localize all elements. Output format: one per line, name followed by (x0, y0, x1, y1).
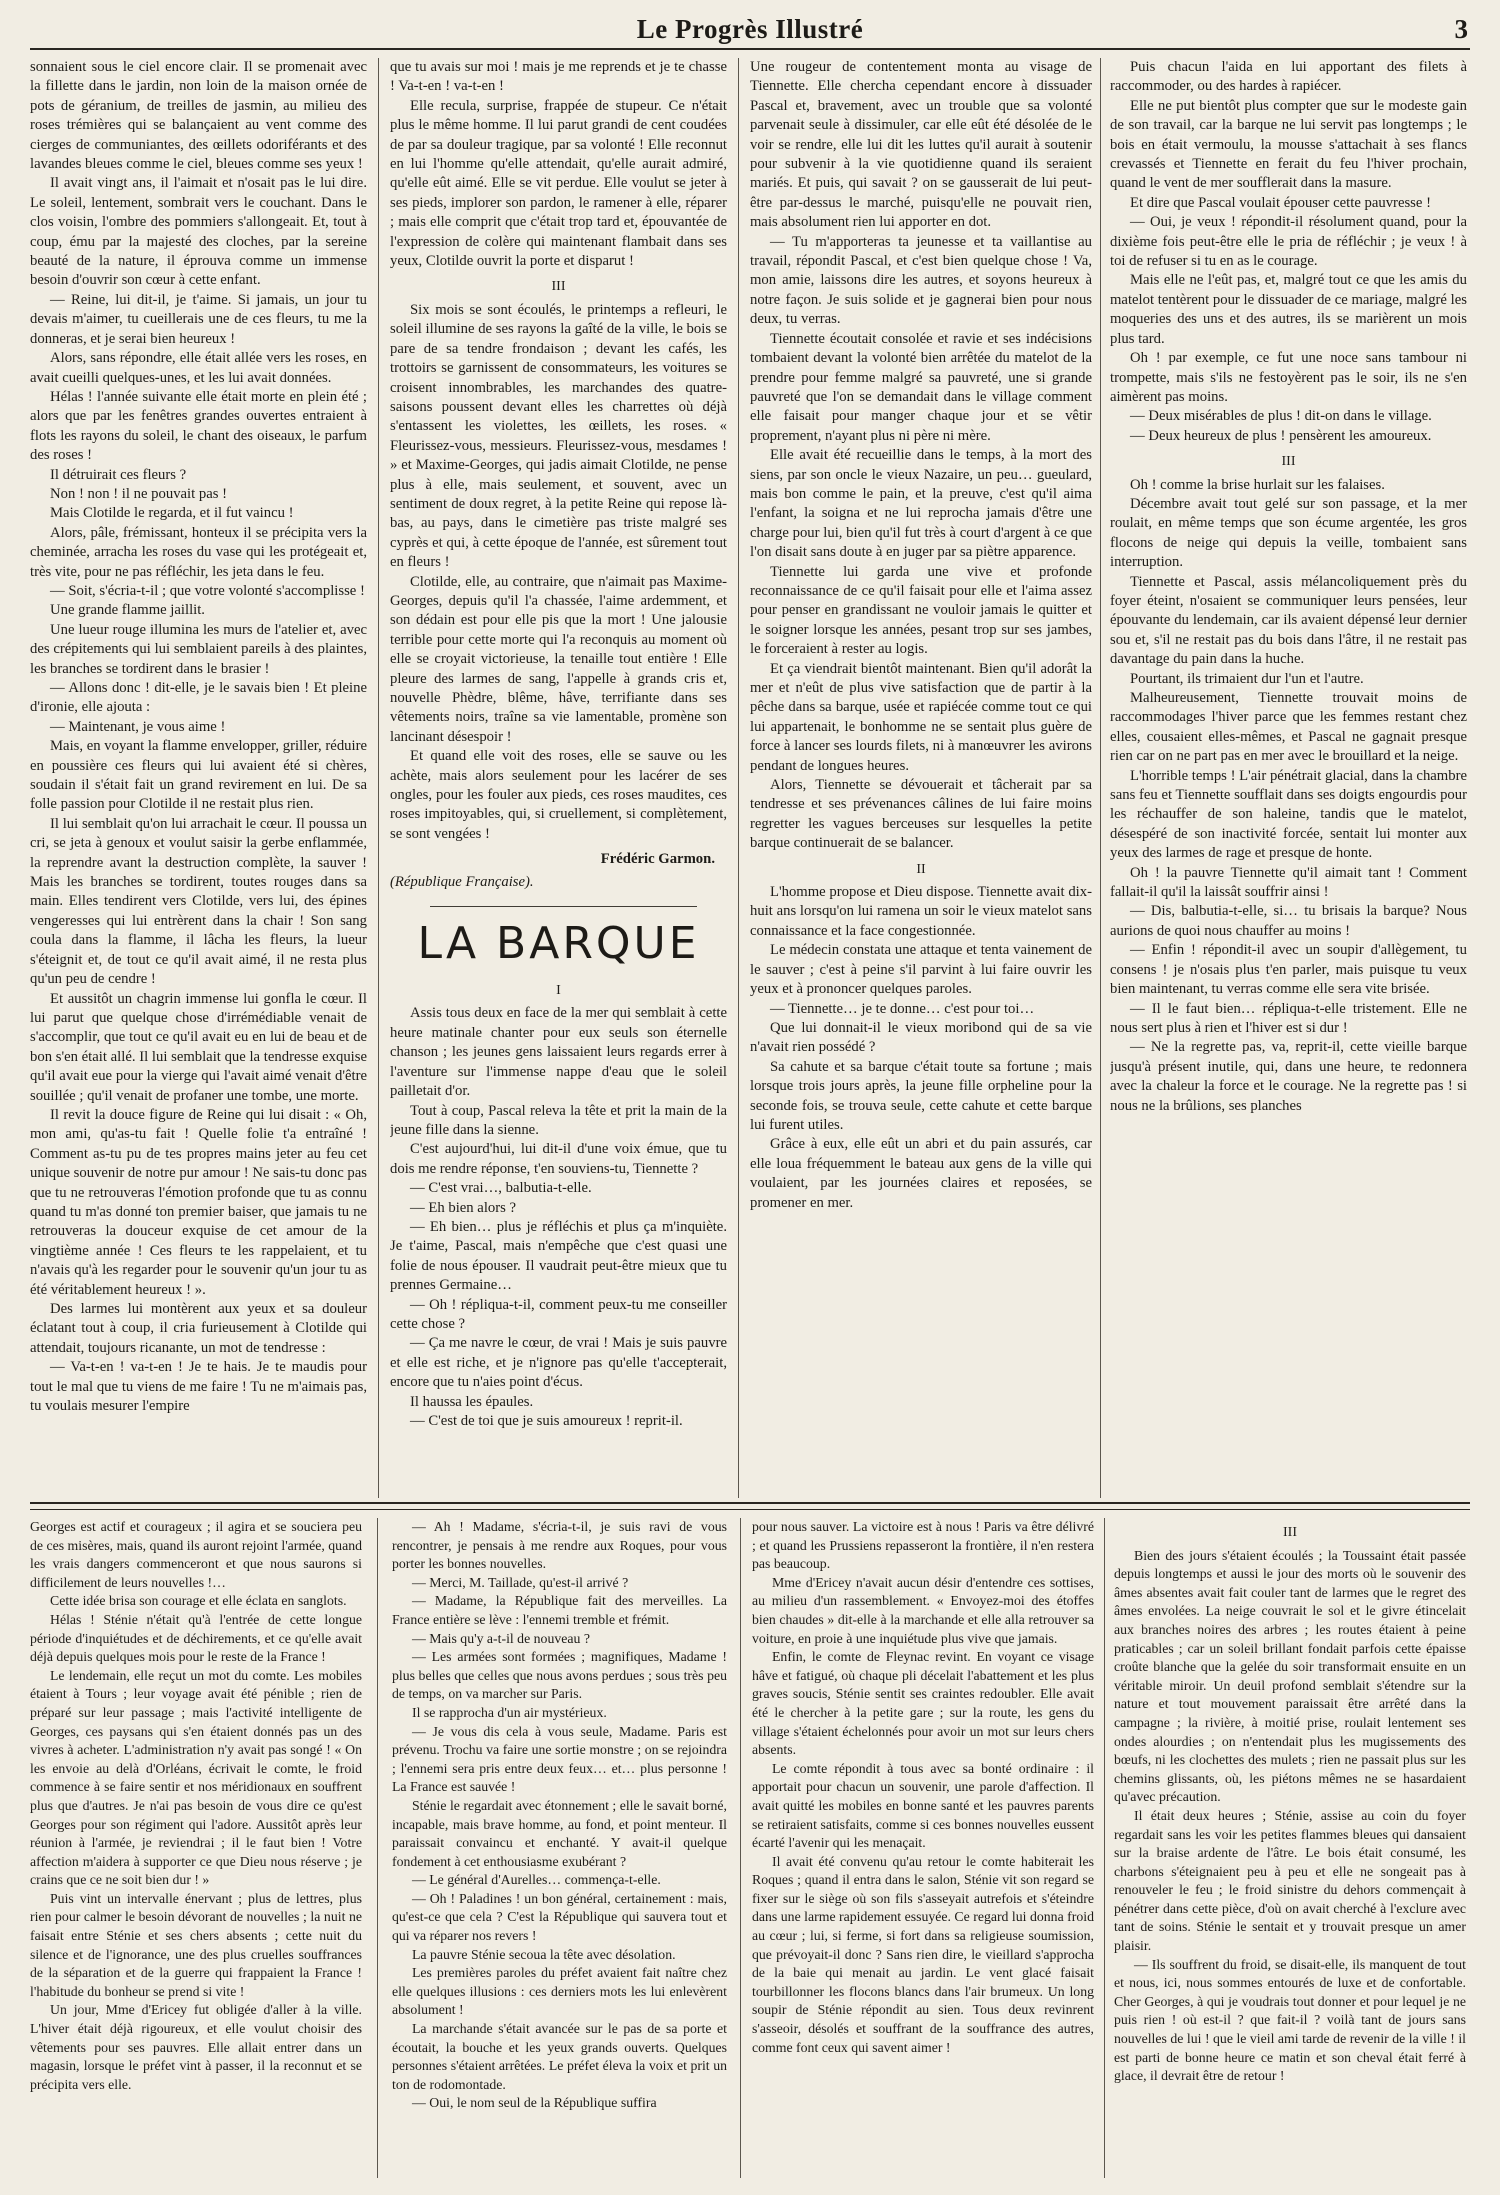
paragraph: Sa cahute et sa barque c'était toute sa fortune ; mais lorsque trois jours après, la jeune fille orpheline pour la seconde fois, se trouva seule, cette cahute et cette barque lui furent utiles. (750, 1058, 1092, 1133)
paragraph: — Maintenant, je vous aime ! (50, 718, 226, 735)
paragraph: — Oh ! répliqua-t-il, comment peux-tu me conseiller cette chose ? (390, 1296, 727, 1332)
paragraph: — Deux heureux de plus ! pensèrent les amoureux. (1130, 427, 1432, 444)
paragraph: — Dis, balbutia-t-elle, si… tu brisais la barque? Nous aurions de quoi nous chauffer au moins ! (1110, 903, 1467, 939)
paragraph: Pourtant, ils trimaient dur l'un et l'autre. (1130, 670, 1364, 687)
paragraph: Et ça viendrait bientôt maintenant. Bien qu'il adorât la mer et n'eût de plus vive satisfaction que de partir à la pêche dans sa barque, usée et rapiécée comme tout ce qui lui appartenait, le bonhomme ne se sentait plus guère de force à lancer ses lourds filets, ni à manœuvrer les avirons pendant de longues heures. (750, 660, 1092, 774)
paragraph: — Reine, lui dit-il, je t'aime. Si jamais, un jour tu devais m'aimer, tu cueillerais une de ces fleurs, tu me la donneras, et je serai bien heureux ! (30, 291, 367, 347)
paragraph: Alors, Tiennette se dévouerait et tâcherait par sa tendresse et ses prévenances câlines de lui faire moins regretter les vagues berceuses sur lesquelles la petite barque continuerait de se balancer. (750, 777, 1092, 852)
top-column-3 (750, 58, 1092, 1498)
paragraph: La marchande s'était avancée sur le pas de sa porte et écoutait, la bouche et les yeux grands ouverts. Quelques personnes s'étaient arrêtées. Le préfet éleva la voix et prit un ton de rodomontade. (392, 2021, 727, 2092)
paragraph: Mais elle ne l'eût pas, et, malgré tout ce que les amis du matelot tentèrent pour le dissuader de ce mariage, malgré les moqueries des uns et des autres, ils se marièrent un mois plus tard. (1110, 272, 1467, 347)
paragraph: — Ne la regrette pas, va, reprit-il, cette vieille barque jusqu'à présent inutile, qui, dans une heure, te redonnera avec la chaleur la force et le courage. Ne la regrette pas ! si nous ne la brûlions, ses planches (1110, 1039, 1467, 1114)
paragraph: Clotilde, elle, au contraire, que n'aimait pas Maxime-Georges, depuis qu'il l'a chassée, l'aime ardemment, et son dédain est pour elle pis que la mort ! Une jalousie terrible pour cette morte qui l'a reconquis au moment où elle se croyait victorieuse, la tenaille tout entière ! Elle pleure des larmes de sang, l'appelle à grands cris et, nouvelle Phèdre, blême, hâve, terrifiante dans ses vêtements noirs, traîne sa vie lamentable, promène son lancinant désespoir ! (390, 573, 727, 745)
paragraph: Une grande flamme jaillit. (50, 602, 205, 619)
paragraph: Des larmes lui montèrent aux yeux et sa douleur éclatant tout à coup, il cria furieusement à Clotilde qui attendait, toujours ricanante, un mot de tendresse : (30, 1301, 367, 1356)
paragraph: Tout à coup, Pascal releva la tête et prit la main de la jeune fille dans la sienne. (390, 1102, 727, 1138)
paragraph: Il détruirait ces fleurs ? (50, 466, 187, 483)
paragraph: Il haussa les épaules. (410, 1393, 534, 1410)
bottom-column-3 (752, 1518, 1094, 2178)
feuilleton-rule (30, 1502, 1470, 1510)
column-divider (740, 1518, 741, 2178)
paragraph: — Deux misérables de plus ! dit-on dans le village. (1130, 408, 1432, 425)
paragraph: Alors, sans répondre, elle était allée vers les roses, en avait cueilli quelques-unes, et les lui avait données. (30, 350, 367, 386)
top-column-4 (1110, 58, 1467, 1498)
paragraph: — Les armées sont formées ; magnifiques, Madame ! plus belles que celles que nous avons perdues ; sous très peu de temps, on va marcher sur Paris. (392, 1649, 727, 1702)
paragraph: Le médecin constata une attaque et tenta vainement de le sauver ; c'est à peine s'il parvint à lui faire ouvrir les yeux et à prononcer quelques paroles. (750, 942, 1092, 998)
paragraph: — Tu m'apporteras ta jeunesse et ta vaillantise au travail, répondit Pascal, et c'est bien quelque chose ! Va, mon amie, laissons dire les autres, et soyons heureux à notre façon. Je suis solide et je gagnerai bien pour nous deux, tu verras. (750, 233, 1092, 328)
paragraph: Le lendemain, elle reçut un mot du comte. Les mobiles étaient à Tours ; leur voyage avait été pénible ; rien de préparé sur leur passage ; mais l'activité intelligente de Georges, ces paysans qui s'en étaient donnés pas un des vivres à acheter. L'administration n'y avait pas songé ! « On les envoie au delà d'Orléans, écrivait le comte, le froid commence à se faire sentir et nos méridionaux en souffrent plus que d'autres. Je n'ai pas besoin de vous dire ce qu'est Georges pour son régiment qui l'adore. Aussitôt après leur réunion à l'armée, je reviendrai ; il le faut bien ! Votre affection m'aidera à supporter ce que Dieu nous réserve ; je crains que ce ne soit bien dur ! » (30, 1667, 362, 1888)
page-number: 3 (1454, 14, 1468, 44)
paragraph: — Madame, la République fait des merveilles. La France entière se lève : l'ennemi tremble et frémit. (392, 1593, 727, 1627)
paragraph: Tiennette écoutait consolée et ravie et ses indécisions tombaient devant la volonté bien arrêtée du matelot de la prendre pour femme malgré sa pauvreté, une si grande pauvreté que l'on se demandait dans le village comment elle faisait pour manger chaque jour et se vêtir proprement, n'ayant plus ni père ni mère. (750, 330, 1092, 444)
paragraph: Hélas ! Sténie n'était qu'à l'entrée de cette longue période d'inquiétudes et de déchirements, et ce qu'elle avait déjà depuis quelques mois pour le reste de la France ! (30, 1611, 362, 1665)
paragraph: — Ça me navre le cœur, de vrai ! Mais je suis pauvre et elle est riche, et je n'ignore pas qu'elle t'accepterait, encore que tu n'aies point d'écus. (390, 1335, 727, 1391)
column-divider (1104, 1518, 1105, 2178)
paragraph: — C'est de toi que je suis amoureux ! reprit-il. (410, 1413, 683, 1429)
paragraph: Une rougeur de contentement monta au visage de Tiennette. Elle chercha cependant encore à dissuader Pascal et, bravement, avec un trouble que sa volonté parvenait seule à dissimuler, car elle eût été désolée de le voir se rendre, elle lui dit les luttes qu'il aurait à soutenir pour subvenir à la vie quotidienne quand ils seraient mariés. Et puis, qui savait ? on se gausserait de lui peut-être par-dessus le marché, puisqu'elle ne pouvait rien, mais absolument rien lui apporter en dot. (750, 59, 1092, 231)
paragraph: — Soit, s'écria-t-il ; que votre volonté s'accomplisse ! (50, 582, 365, 599)
paragraph: Il se rapprocha d'un air mystérieux. (412, 1704, 607, 1720)
newspaper-title: Le Progrès Illustré (636, 14, 864, 44)
paragraph: Il lui semblait qu'on lui arrachait le cœur. Il poussa un cri, se jeta à genoux et voulut saisir la gerbe enflammée, la reprendre avant la destruction complète, la sauver ! Mais les branches se tordirent, toutes rouges dans sa main. Elles tendirent vers Clotilde, vers lui, des épines vengeresses qui lui entrèrent dans la chair ! Son sang coula dans la flamme, il lâcha les fleurs, la lueur s'éteignit et, de tout ce qu'il avait aimé, il ne resta plus qu'un peu de cendre ! (30, 815, 367, 988)
paragraph: Et aussitôt un chagrin immense lui gonfla le cœur. Il lui parut que quelque chose d'irrémédiable venait de s'accomplir, que tout ce qu'il avait eu en lui de beau et de bon s'en était allé. Il lui semblait que la tendresse exquise qu'il avait eue pour la vierge qui l'avait aimé venait d'être souillée ; qu'il venait de profaner une tombe, une morte. (30, 990, 367, 1104)
paragraph: Tiennette et Pascal, assis mélancoliquement près du foyer éteint, n'osaient se communiquer leurs pensées, leur épouvante du lendemain, car ils avaient dépensé leur dernier sou et, s'il ne restait pas du bois dans l'âtre, il ne restait pas davantage du pain dans la huche. (1110, 573, 1467, 668)
paragraph: — Eh bien… plus je réfléchis et plus ça m'inquiète. Je t'aime, Pascal, mais n'empêche que c'est quasi une folie de nous épouser. Il vaudrait peut-être mieux que tu prennes Germaine… (390, 1218, 727, 1294)
paragraph: Et quand elle voit des roses, elle se sauve ou les achète, mais alors seulement pour les lacérer de ses ongles, pour les fouler aux pieds, ces roses maudites, ces roses impitoyables, qui, si cruellement, si complètement, se sont vengées ! (390, 748, 727, 842)
paragraph: — Oh ! Paladines ! un bon général, certainement : mais, qu'est-ce que cela ? C'est la République qui sauvera tout et qui va réparer nos revers ! (392, 1890, 727, 1944)
paragraph: Et dire que Pascal voulait épouser cette pauvresse ! (1130, 194, 1431, 211)
paragraph: Bien des jours s'étaient écoulés ; la Toussaint était passée depuis longtemps et aussi le jour des morts où le souvenir des âmes absentes avait fait couler tant de larmes que le regret des âmes envolées. La neige couvrait le sol et le givre étincelait aux branches noires des arbres ; les routes étaient à peine praticables ; car un soleil brillant fondait parfois cette épaisse croûte blanche que la gelée du soir transformait ensuite en un véritable miroir. Un deuil profond semblait s'étendre sur la nature et tout mouvement paraissait être arrêté dans la campagne ; la rivière, à moitié prise, roulait lentement ses ondes alourdies ; on n'entendait plus les mugissements des bœufs, ni les clochettes des mulets ; rien ne passait plus sur les chemins glissants, où, les piétons mêmes ne se hasardaient qu'avec précaution. (1114, 1547, 1466, 1805)
paragraph: Grâce à eux, elle eût un abri et du pain assurés, car elle loua fréquemment le bateau aux gens de la ville qui voulaient, par les journées claires et reposées, se promener en mer. (750, 1136, 1092, 1211)
paragraph: Sténie le regardait avec étonnement ; elle le savait borné, incapable, mais brave homme, au fond, et point menteur. Il paraissait convaincu et enchanté. Y avait-il quelque fondement à cet enthousiasme exubérant ? (392, 1797, 727, 1869)
paragraph: L'homme propose et Dieu dispose. Tiennette avait dix-huit ans lorsqu'on lui ramena un soir le vieux matelot sans connaissance et la face congestionnée. (750, 884, 1092, 939)
column-divider (377, 1518, 378, 2178)
paragraph: Malheureusement, Tiennette trouvait moins de raccommodages l'hiver parce que les femmes restant chez elles, cousaient elles-mêmes, et Pascal ne gagnait presque rien car on ne part pas en mer avec le brouillard et la neige. (1110, 690, 1467, 765)
paragraph: — Merci, M. Taillade, qu'est-il arrivé ? (412, 1574, 629, 1590)
paragraph: Il était deux heures ; Sténie, assise au coin du foyer regardait sans les voir les petites flammes bleues qui dansaient sur la braise ardente de l'âtre. Le bois était consumé, les charbons s'éteignaient peu à peu et elle ne songeait pas à renouveler le feu ; le froid sinistre du dehors commençait à pénétrer dans cette pièce, d'où on avait cherché à l'exclure avec tant de soins. Sténie le sentait et y trouvait presque un amer plaisir. (1114, 1807, 1466, 1954)
paragraph: Il avait été convenu qu'au retour le comte habiterait les Roques ; quand il entra dans le salon, Sténie vit son regard se fixer sur le siège où son fils s'asseyait autrefois et s'éteindre dans une larme rapidement essuyée. Ce regard lui donna froid au cœur ; lui, si ferme, si fort dans sa religieuse soumission, que prévoyait-il donc ? Sans rien dire, le vieillard s'approcha de la baie qui menait au jardin. Le vent glacé faisait tourbillonner les flocons blancs dans l'air brumeux. Un long soupir de Sténie répondit au sien. Tous deux revinrent s'asseoir, désolés et souffrant de la souffrance des autres, comme font ceux qui savent aimer ! (752, 1853, 1094, 2055)
paragraph: — Allons donc ! dit-elle, je le savais bien ! Et pleine d'ironie, elle ajouta : (30, 680, 367, 716)
column-divider (738, 58, 739, 1498)
paragraph: — Ils souffrent du froid, se disait-elle, ils manquent de tout et nous, ici, nous sommes entourés de luxe et de confortable. Cher Georges, à qui je voudrais tout donner et pour lequel je ne puis rien ! où est-il ? que fait-il ? voilà tant de jours sans nouvelles de lui ! que le vieil ami tarde de revenir de la ville ! il est parti de bonne heure ce matin et son cheval était ferré à glace, il devrait être de retour ! (1114, 1956, 1466, 2084)
column-divider (378, 58, 379, 1498)
paragraph: Les premières paroles du préfet avaient fait naître chez elle quelques illusions : ces derniers mots les lui enlevèrent absolument ! (392, 1965, 727, 2018)
paragraph: Une lueur rouge illumina les murs de l'atelier et, avec des crépitements qui lui semblaient pareils à des plaintes, les branches se tordirent dans le brasier ! (30, 621, 367, 677)
paragraph: Oh ! par exemple, ce fut une noce sans tambour ni trompette, mais s'ils ne festoyèrent pas le soir, ils ne s'en aimèrent pas moins. (1110, 350, 1467, 405)
chapter-number: II (916, 861, 926, 877)
section-number: III (551, 279, 566, 295)
article-separator (430, 906, 697, 907)
paragraph: — Enfin ! répondit-il avec un soupir d'allègement, tu consens ! je n'osais plus t'en parler, mais puisque tu veux bien maintenant, tu verras comme elle sera vite brisée. (1110, 942, 1467, 998)
bottom-column-1 (30, 1518, 362, 2178)
bottom-column-2 (392, 1518, 727, 2178)
paragraph: Décembre avait tout gelé sur son passage, et la mer roulait, en même temps que son écume argentée, les gros flocons de neige qui depuis la veille, tombaient sans interruption. (1110, 495, 1467, 571)
paragraph: Mais Clotilde le regarda, et il fut vaincu ! (50, 505, 294, 522)
paragraph: — Va-t-en ! va-t-en ! Je te hais. Je te maudis pour tout le mal que tu viens de me faire ! Tu ne m'aimais pas, tu voulais mesurer l'empire (30, 1359, 367, 1415)
paragraph: — Il le faut bien… répliqua-t-elle tristement. Elle ne nous sert plus à rien et l'hiver est si dur ! (1110, 1000, 1467, 1036)
paragraph: — Ah ! Madame, s'écria-t-il, je suis ravi de vous rencontrer, je pensais à me rendre aux Roques, pour vous porter les bonnes nouvelles. (392, 1519, 727, 1572)
paragraph: sonnaient sous le ciel encore clair. Il se promenait avec la fillette dans le jardin, non loin de la maison ornée de pots de géranium, de treilles de jasmin, au milieu des roses trémières qui se balançaient au vent comme des cierges de communiantes, des œillets odoriférants et des lavandes bleues comme le ciel, bleues comme ses yeux ! (30, 59, 367, 173)
chapter-number: I (556, 983, 561, 999)
paragraph: — Mais qu'y a-t-il de nouveau ? (412, 1630, 590, 1646)
paragraph: Elle ne put bientôt plus compter que sur le modeste gain de son travail, car la barque ne lui servit pas longtemps ; le bois en était vermoulu, la mousse s'attachait à ses flancs crevassés et Tiennette en ferait du feu l'hiver prochain, quand le vent de mer soufflerait dans la masure. (1110, 97, 1467, 192)
paragraph: La pauvre Sténie secoua la tête avec désolation. (412, 1946, 676, 1962)
paragraph: Cette idée brisa son courage et elle éclata en sanglots. (50, 1593, 347, 1609)
paragraph: Georges est actif et courageux ; il agira et se souciera peu de ces misères, mais, quand ils auront rejoint l'armée, quand les vrais dangers commenceront et que nous saurons si difficilement de leurs nouvelles !… (30, 1519, 362, 1590)
paragraph: Non ! non ! il ne pouvait pas ! (50, 485, 228, 502)
source-credit: (République Française). (390, 873, 534, 890)
article-title: LA BARQUE (417, 918, 700, 970)
paragraph: pour nous sauver. La victoire est à nous ! Paris va être délivré ; et quand les Prussiens repasseront la frontière, il n'en restera pas beaucoup. (752, 1519, 1094, 1572)
paragraph: Oh ! la pauvre Tiennette qu'il aimait tant ! Comment fallait-il qu'il la laissât souffrir ainsi ! (1110, 864, 1467, 901)
paragraph: Six mois se sont écoulés, le printemps a refleuri, le soleil illumine de ses rayons la gaîté de la ville, le bois se pare de sa tendre frondaison ; devant les cafés, les trottoirs se garnissent de consommateurs, les voitures se croisent innombrables, les marchandes des quatre-saisons poussent devant elles les charrettes où déjà s'entassent les violettes, les œillets, les roses. « Fleurissez-vous, messieurs. Fleurissez-vous, mesdames ! » et Maxime-Georges, qui jadis aimait Clotilde, ne pense plus à elle, mais seulement, et souvent, avec un sentiment de doux regret, à la petite Reine qui repose là-bas, au pays, dans le cimetière pas triste malgré ses cyprès et qui, à cette époque de l'année, est sûrement tout en fleurs ! (390, 301, 727, 571)
top-column-1 (30, 58, 367, 1498)
paragraph: Que lui donnait-il le vieux moribond qui de sa vie n'avait rien possédé ? (750, 1019, 1092, 1056)
paragraph: — Oui, le nom seul de la République suffira (412, 2095, 657, 2111)
paragraph: — Oui, je veux ! répondit-il résolument quand, pour la dixième fois peut-être elle le pria de réfléchir ; je veux ! à toi de refuser si tu en as le courage. (1110, 214, 1467, 270)
column-divider (1100, 58, 1101, 1498)
chapter-number: III (1283, 1525, 1297, 1540)
paragraph: Puis vint un intervalle énervant ; plus de lettres, plus rien pour calmer le besoin dévorant de nouvelles ; la nuit ne faisait entre Sténie et ses chers absents ; cette nuit du silence et de l'ignorance, une des plus cruelles souffrances de la séparation et de la guerre qui frappaient la France ! l'habitude du bonheur se prend si vite ! (30, 1890, 362, 1999)
top-column-2 (390, 58, 727, 1498)
paragraph: Alors, pâle, frémissant, honteux il se précipita vers la cheminée, arracha les roses du vase qui les protégeait et, très vite, pour ne pas réfléchir, les jeta dans le feu. (30, 524, 367, 580)
paragraph: Oh ! comme la brise hurlait sur les falaises. (1130, 476, 1385, 493)
author-signature: Frédéric Garmon. (600, 851, 715, 868)
page-header (30, 12, 1470, 50)
paragraph: — C'est vrai…, balbutia-t-elle. (410, 1180, 592, 1197)
paragraph: Hélas ! l'année suivante elle était morte en plein été ; alors que par les fenêtres grandes ouvertes entraient à flots les rayons du soleil, le chant des oiseaux, le parfum des roses ! (30, 388, 367, 464)
paragraph: que tu avais sur moi ! mais je me reprends et je te chasse ! Va-t-en ! va-t-en ! (390, 59, 727, 95)
paragraph: Mais, en voyant la flamme envelopper, griller, réduire en poussière ces fleurs qui lui avaient été si chères, soudain il s'était fait un grand revirement en lui. De sa folle passion pour Clotilde il ne restait plus rien. (30, 738, 367, 813)
paragraph: Elle recula, surprise, frappée de stupeur. Ce n'était plus le même homme. Il lui parut grandi de cent coudées de par sa douleur tragique, par sa volonté ! Elle reconnut en lui l'homme qu'elle attendait, qu'elle aurait admiré, qu'elle eût aimé. Elle se vit perdue. Elle voulut se jeter à ses pieds, implorer son pardon, le ramener à elle, réparer ; mais elle comprit que c'était trop tard et, épouvantée de l'expression de colère qui maintenant flambait dans ses yeux, Clotilde ouvrit la porte et disparut ! (390, 97, 727, 270)
paragraph: L'horrible temps ! L'air pénétrait glacial, dans la chambre sans feu et Tiennette soufflait dans ses doigts engourdis pour les réchauffer de son haleine, tandis que le matelot, désespéré de son inactivité forcée, sentait lui monter aux yeux des larmes de rage et presque de honte. (1110, 767, 1467, 862)
bottom-column-4 (1114, 1518, 1466, 2178)
paragraph: Le comte répondit à tous avec sa bonté ordinaire : il apportait pour chacun un souvenir, une parole d'affection. Il avait quitté les mobiles en bonne santé et les pauvres parents se retiraient satisfaits, comme si ces bonnes nouvelles eussent écarté l'avenir qui les menaçait. (752, 1760, 1094, 1851)
paragraph: Elle avait été recueillie dans le temps, à la mort des siens, par son oncle le vieux Nazaire, un peu… gueulard, mais bon comme le pain, et la preuve, c'est qu'il aima l'enfant, la soigna et ne lui reprocha jamais d'être une charge pour lui, bien qu'il fut très à court d'argent à ce que l'on disait sans doute à en juger par sa piètre apparence. (750, 447, 1092, 561)
paragraph: C'est aujourd'hui, lui dit-il d'une voix émue, que tu dois me rendre réponse, t'en souviens-tu, Tiennette ? (390, 1141, 727, 1177)
paragraph: Enfin, le comte de Fleynac revint. En voyant ce visage hâve et fatigué, où chaque pli décelait l'abattement et les plus graves soucis, Sténie sentit ses craintes redoubler. Elle avait été le chercher à la petite gare ; sur la route, les gens du village s'étaient échelonnés pour avoir un mot sur leurs chers absents. (752, 1649, 1094, 1758)
chapter-number: III (1281, 454, 1296, 470)
paragraph: Puis chacun l'aida en lui apportant des filets à raccommoder, ou des hardes à rapiécer. (1110, 59, 1467, 95)
paragraph: — Je vous dis cela à vous seule, Madame. Paris est prévenu. Trochu va faire une sortie monstre ; on se rejoindra ; l'ennemi sera pris entre deux feux… et… plus personne ! La France est sauvée ! (392, 1723, 727, 1795)
paragraph: — Le général d'Aurelles… commença-t-elle. (412, 1872, 661, 1888)
paragraph: Assis tous deux en face de la mer qui semblait à cette heure matinale chanter pour eux seuls son éternelle chanson ; les jeunes gens laissaient leurs regards errer à l'aventure sur l'immense nappe d'eau que le soleil pailletait d'or. (390, 1005, 727, 1100)
paragraph: Tiennette lui garda une vive et profonde reconnaissance de ce qu'il faisait pour elle et l'aima assez pour penser en grandissant ne vouloir jamais le quitter et le soigner lorsque les années, pesant trop sur ses jambes, le forceraient à rester au logis. (750, 563, 1092, 658)
paragraph: Un jour, Mme d'Ericey fut obligée d'aller à la ville. L'hiver était déjà rigoureux, et elle voulut choisir des vêtements pour ses pauvres. Elle allait entrer dans un magasin, lorsque le préfet vint à passer, il la reconnut et se précipita vers elle. (30, 2002, 362, 2092)
paragraph: — Eh bien alors ? (410, 1199, 517, 1216)
paragraph: — Tiennette… je te donne… c'est pour toi… (770, 1000, 1035, 1017)
paragraph: Mme d'Ericey n'avait aucun désir d'entendre ces sottises, au milieu d'un rassemblement. « Envoyez-moi des étoffes bien chaudes » dit-elle à la marchande et elle alla retrouver sa voiture, en proie à une inquiétude plus vive que jamais. (752, 1574, 1094, 1646)
paragraph: Il revit la douce figure de Reine qui lui disait : « Oh, mon ami, qu'as-tu fait ! Quelle folie t'a entraîné ! Comment as-tu pu de tes propres mains jeter au feu cet unique souvenir de notre pur amour ! Ne sais-tu donc pas que tu ne retrouveras l'émotion profonde que tu as connu quand tu m'as donné ton premier baiser, que jamais tu ne retrouveras la douceur exquise de cet amour de la vingtième année ! Ces fleurs te les rappelaient, et tu n'avais qu'à les regarder pour le souvenir qu'un jour tu as été véritablement heureux ! ». (30, 1106, 367, 1298)
paragraph: Il avait vingt ans, il l'aimait et n'osait pas le lui dire. Le soleil, lentement, sombrait vers le couchant. Dans le clos voisin, l'ombre des pommiers s'allongeait. Et, tout à coup, ému par la majesté des cloches, par la sereine beauté de la nature, il éprouva comme un immense besoin d'ouvrir son cœur à cette enfant. (30, 175, 367, 289)
